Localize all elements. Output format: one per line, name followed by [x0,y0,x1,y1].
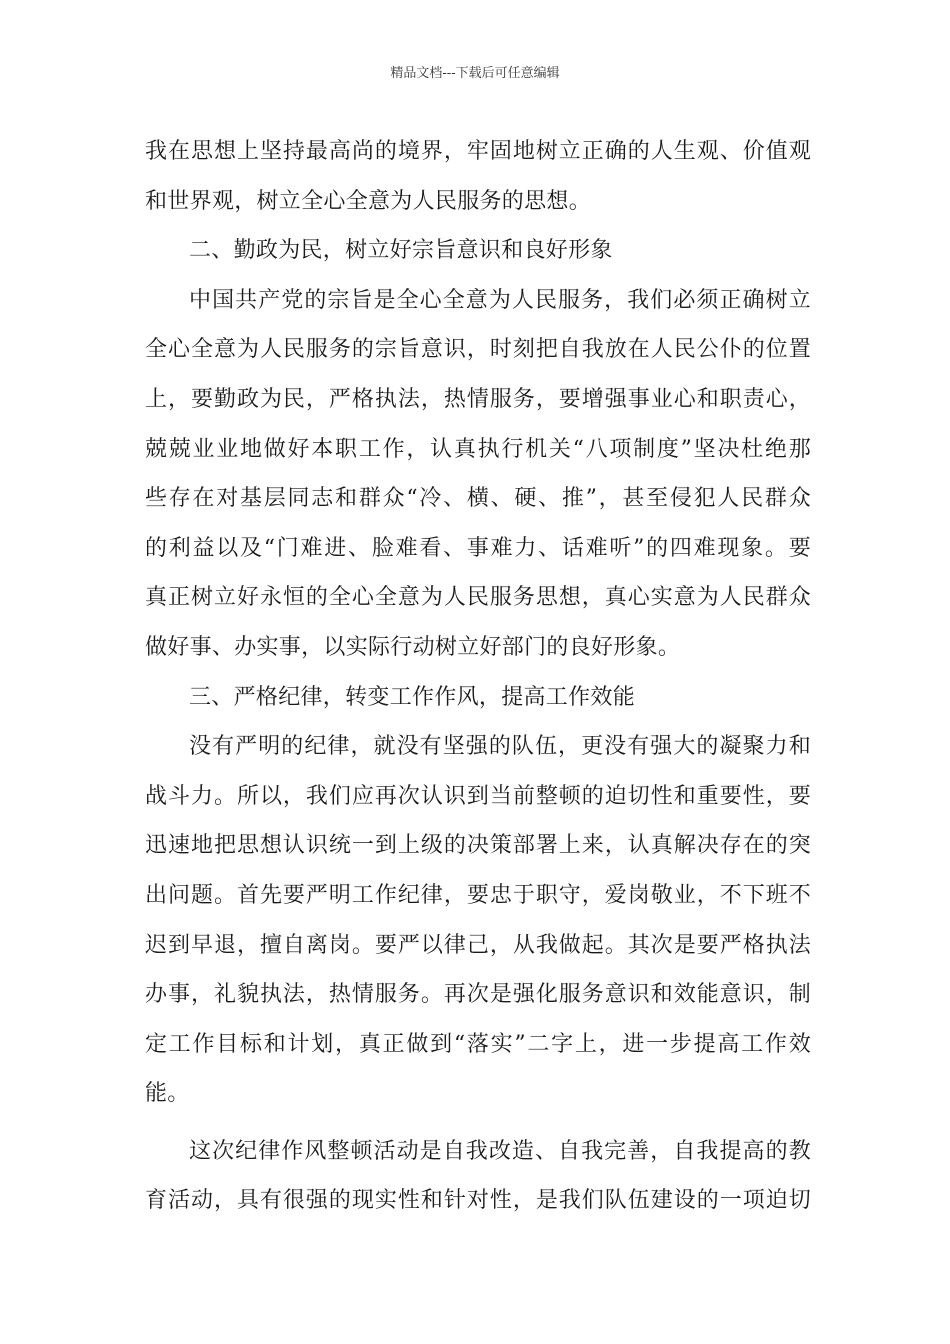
text-line: 战斗力。所以，我们应再次认识到当前整顿的迫切性和重要性，要 [145,783,811,809]
page-header: 精品文档---下载后可任意编辑 [390,66,560,81]
text-line: 做好事、办实事，以实际行动树立好部门的良好形象。 [145,634,681,660]
text-line: 我在思想上坚持最高尚的境界，牢固地树立正确的人生观、价值观 [145,139,811,164]
text-line: 迅速地把思想认识统一到上级的决策部署上来，认真解决存在的突 [145,833,811,859]
text-line: 和世界观，树立全心全意为人民服务的思想。 [145,188,592,214]
text-line: 中国共产党的宗旨是全心全意为人民服务，我们必须正确树立 [189,287,811,313]
text-line: 上，要勤政为民，严格执法，热情服务，要增强事业心和职责心， [145,386,811,412]
text-line: 全心全意为人民服务的宗旨意识，时刻把自我放在人民公仆的位置 [145,337,811,363]
text-line: 迟到早退，擅自离岗。要严以律己，从我做起。其次是要严格执法 [145,932,811,958]
text-line: 能。 [145,1081,190,1107]
text-line: 这次纪律作风整顿活动是自我改造、自我完善，自我提高的教 [189,1138,811,1164]
text-line: 育活动，具有很强的现实性和针对性，是我们队伍建设的一项迫切 [145,1188,811,1214]
text-line: 定工作目标和计划，真正做到“落实”二字上，进一步提高工作效 [145,1031,811,1057]
text-line: 真正树立好永恒的全心全意为人民服务思想，真心实意为人民群众 [145,585,811,611]
text-line: 的利益以及“门难进、脸难看、事难力、话难听”的四难现象。要 [145,535,811,561]
text-line: 些存在对基层同志和群众“冷、横、硬、推”，甚至侵犯人民群众 [145,486,811,512]
text-line: 出问题。首先要严明工作纪律，要忠于职守，爱岗敬业，不下班不 [145,882,811,908]
text-line: 办事，礼貌执法，热情服务。再次是强化服务意识和效能意识，制 [145,982,811,1008]
text-line: 没有严明的纪律，就没有坚强的队伍，更没有强大的凝聚力和 [189,734,811,760]
section-heading: 二、勤政为民，树立好宗旨意识和良好形象 [189,238,613,264]
document-body [145,127,811,1226]
section-heading: 三、严格纪律，转变工作作风，提高工作效能 [189,684,636,710]
text-line: 兢兢业业地做好本职工作，认真执行机关“八项制度”坚决杜绝那 [145,436,811,462]
